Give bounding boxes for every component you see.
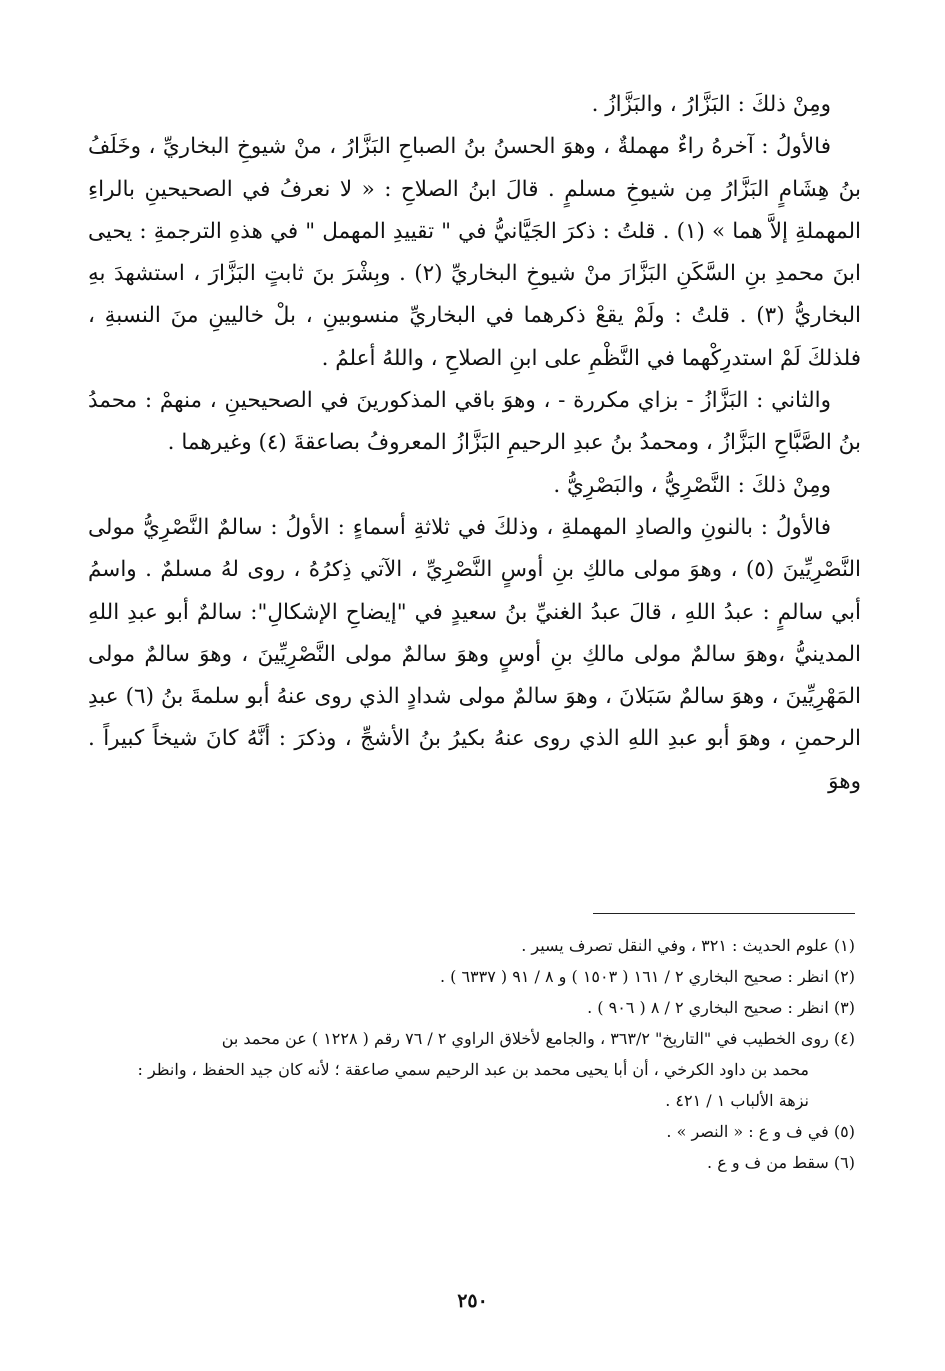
page-number: ٢٥٠ [457, 1290, 488, 1312]
paragraph-5: فالأولُ : بالنونِ والصادِ المهملةِ ، وذلكَ في ثلاثةِ أسماءٍ : الأولُ : سالمٌ النَّصْرِيُّ مولى النَّصْرِيِّينَ (٥) ، وهوَ مولى مالكِ بنِ أوسٍ النَّصْرِيِّ ، الآتي ذِكرُهُ ، روى لهُ مسلمٌ . واسمُ أبي سالمٍ : عبدُ اللهِ ، قالَ عبدُ الغنيِّ بنُ سعيدٍ في "إيضاحِ الإشكالِ": سالمٌ أبو عبدِ اللهِ المدينيُّ ،وهوَ سالمٌ مولى مالكِ بنِ أوسٍ وهوَ سالمٌ مولى النَّصْرِيِّينَ ، وهوَ سالمٌ مولى المَهْرِيِّينَ ، وهوَ سالمٌ سَبَلانَ ، وهوَ سالمٌ مولى شدادٍ الذي روى عنهُ أبو سلمةَ بنُ (٦) عبدِ الرحمنِ ، وهوَ أبو عبدِ اللهِ الذي روى عنهُ بكيرُ بنُ الأشجِّ ، وذكرَ : أنَّهُ كانَ شيخاً كبيراً . وهوَ [88, 514, 862, 794]
paragraph-4: ومِنْ ذلكَ : النَّصْرِيُّ ، والبَصْرِيُّ . [553, 472, 831, 498]
footnote-4: (٤) روى الخطيب في "التاريخ" ٣٦٣/٢ ، والجامع لأخلاق الراوي ٢ / ٧٦ رقم ( ١٢٢٨ ) عن محمد بن [221, 1029, 855, 1048]
footnote-5: (٥) في ف و ع : « النصر » . [666, 1122, 855, 1141]
footnote-4-continued: محمد بن داود الكرخي ، أن أبا يحيى محمد بن عبد الرحيم سمي صاعقة ؛ لأنه كان جيد الحفظ ، وانظر : [137, 1060, 809, 1079]
paragraph-3: والثاني : البَزَّازُ - بزاي مكررة - ، وهوَ باقي المذكورينَ في الصحيحينِ ، منهمْ : محمدُ بنُ الصَّبَّاحِ البَزَّازُ ، ومحمدُ بنُ عبدِ الرحيمِ البَزَّازُ المعروفُ بصاعقةَ (٤) وغيرهما . [88, 388, 861, 456]
footnote-1: (١) علوم الحديث : ٣٢١ ، وفي النقل تصرف يسير . [521, 936, 855, 955]
paragraph-2: فالأولُ : آخرهُ راءٌ مهملةٌ ، وهوَ الحسنُ بنُ الصباحِ البَزَّارُ ، منْ شيوخِ البخاريِّ ، وخَلَفُ بنُ هِشَامٍ البَزَّارُ مِن شيوخِ مسلمٍ . قالَ ابنُ الصلاحِ : « لا نعرفُ في الصحيحينِ بالراءِ المهملةِ إلاَّ هما » (١) . قلتُ : ذكرَ الجَيَّانيُّ في " تقييدِ المهمل " في هذهِ الترجمةِ : يحيى ابنَ محمدِ بنِ السَّكَنِ البَزَّارَ منْ شيوخِ البخاريِّ (٢) . وبِشْرَ بنَ ثابتٍ البَزَّارَ ، استشهدَ بهِ البخاريُّ (٣) . قلتُ : ولَمْ يقعْ ذكرهما في البخاريِّ منسوبينِ ، بلْ خاليينِ منَ النسبةِ ، فلذلكَ لَمْ استدرِكْهما في النَّظْمِ على ابنِ الصلاحِ ، واللهُ أعلمُ . [88, 134, 862, 371]
footnote-6: (٦) سقط من ف و ع . [707, 1153, 855, 1172]
footnote-divider [593, 913, 855, 914]
footnote-4-continued-2: نزهة الألباب ١ / ٤٢١ . [665, 1091, 809, 1110]
paragraph-1: ومِنْ ذلكَ : البَزَّارُ ، والبَزَّازُ . [591, 92, 831, 117]
main-text [88, 84, 861, 803]
footnotes [88, 930, 861, 1178]
footnote-2: (٢) انظر : صحيح البخاري ٢ / ١٦١ ( ١٥٠٣ ) و ٨ / ٩١ ( ٦٣٣٧ ) . [439, 967, 855, 986]
footnote-3: (٣) انظر : صحيح البخاري ٢ / ٨ ( ٩٠٦ ) . [587, 998, 855, 1017]
